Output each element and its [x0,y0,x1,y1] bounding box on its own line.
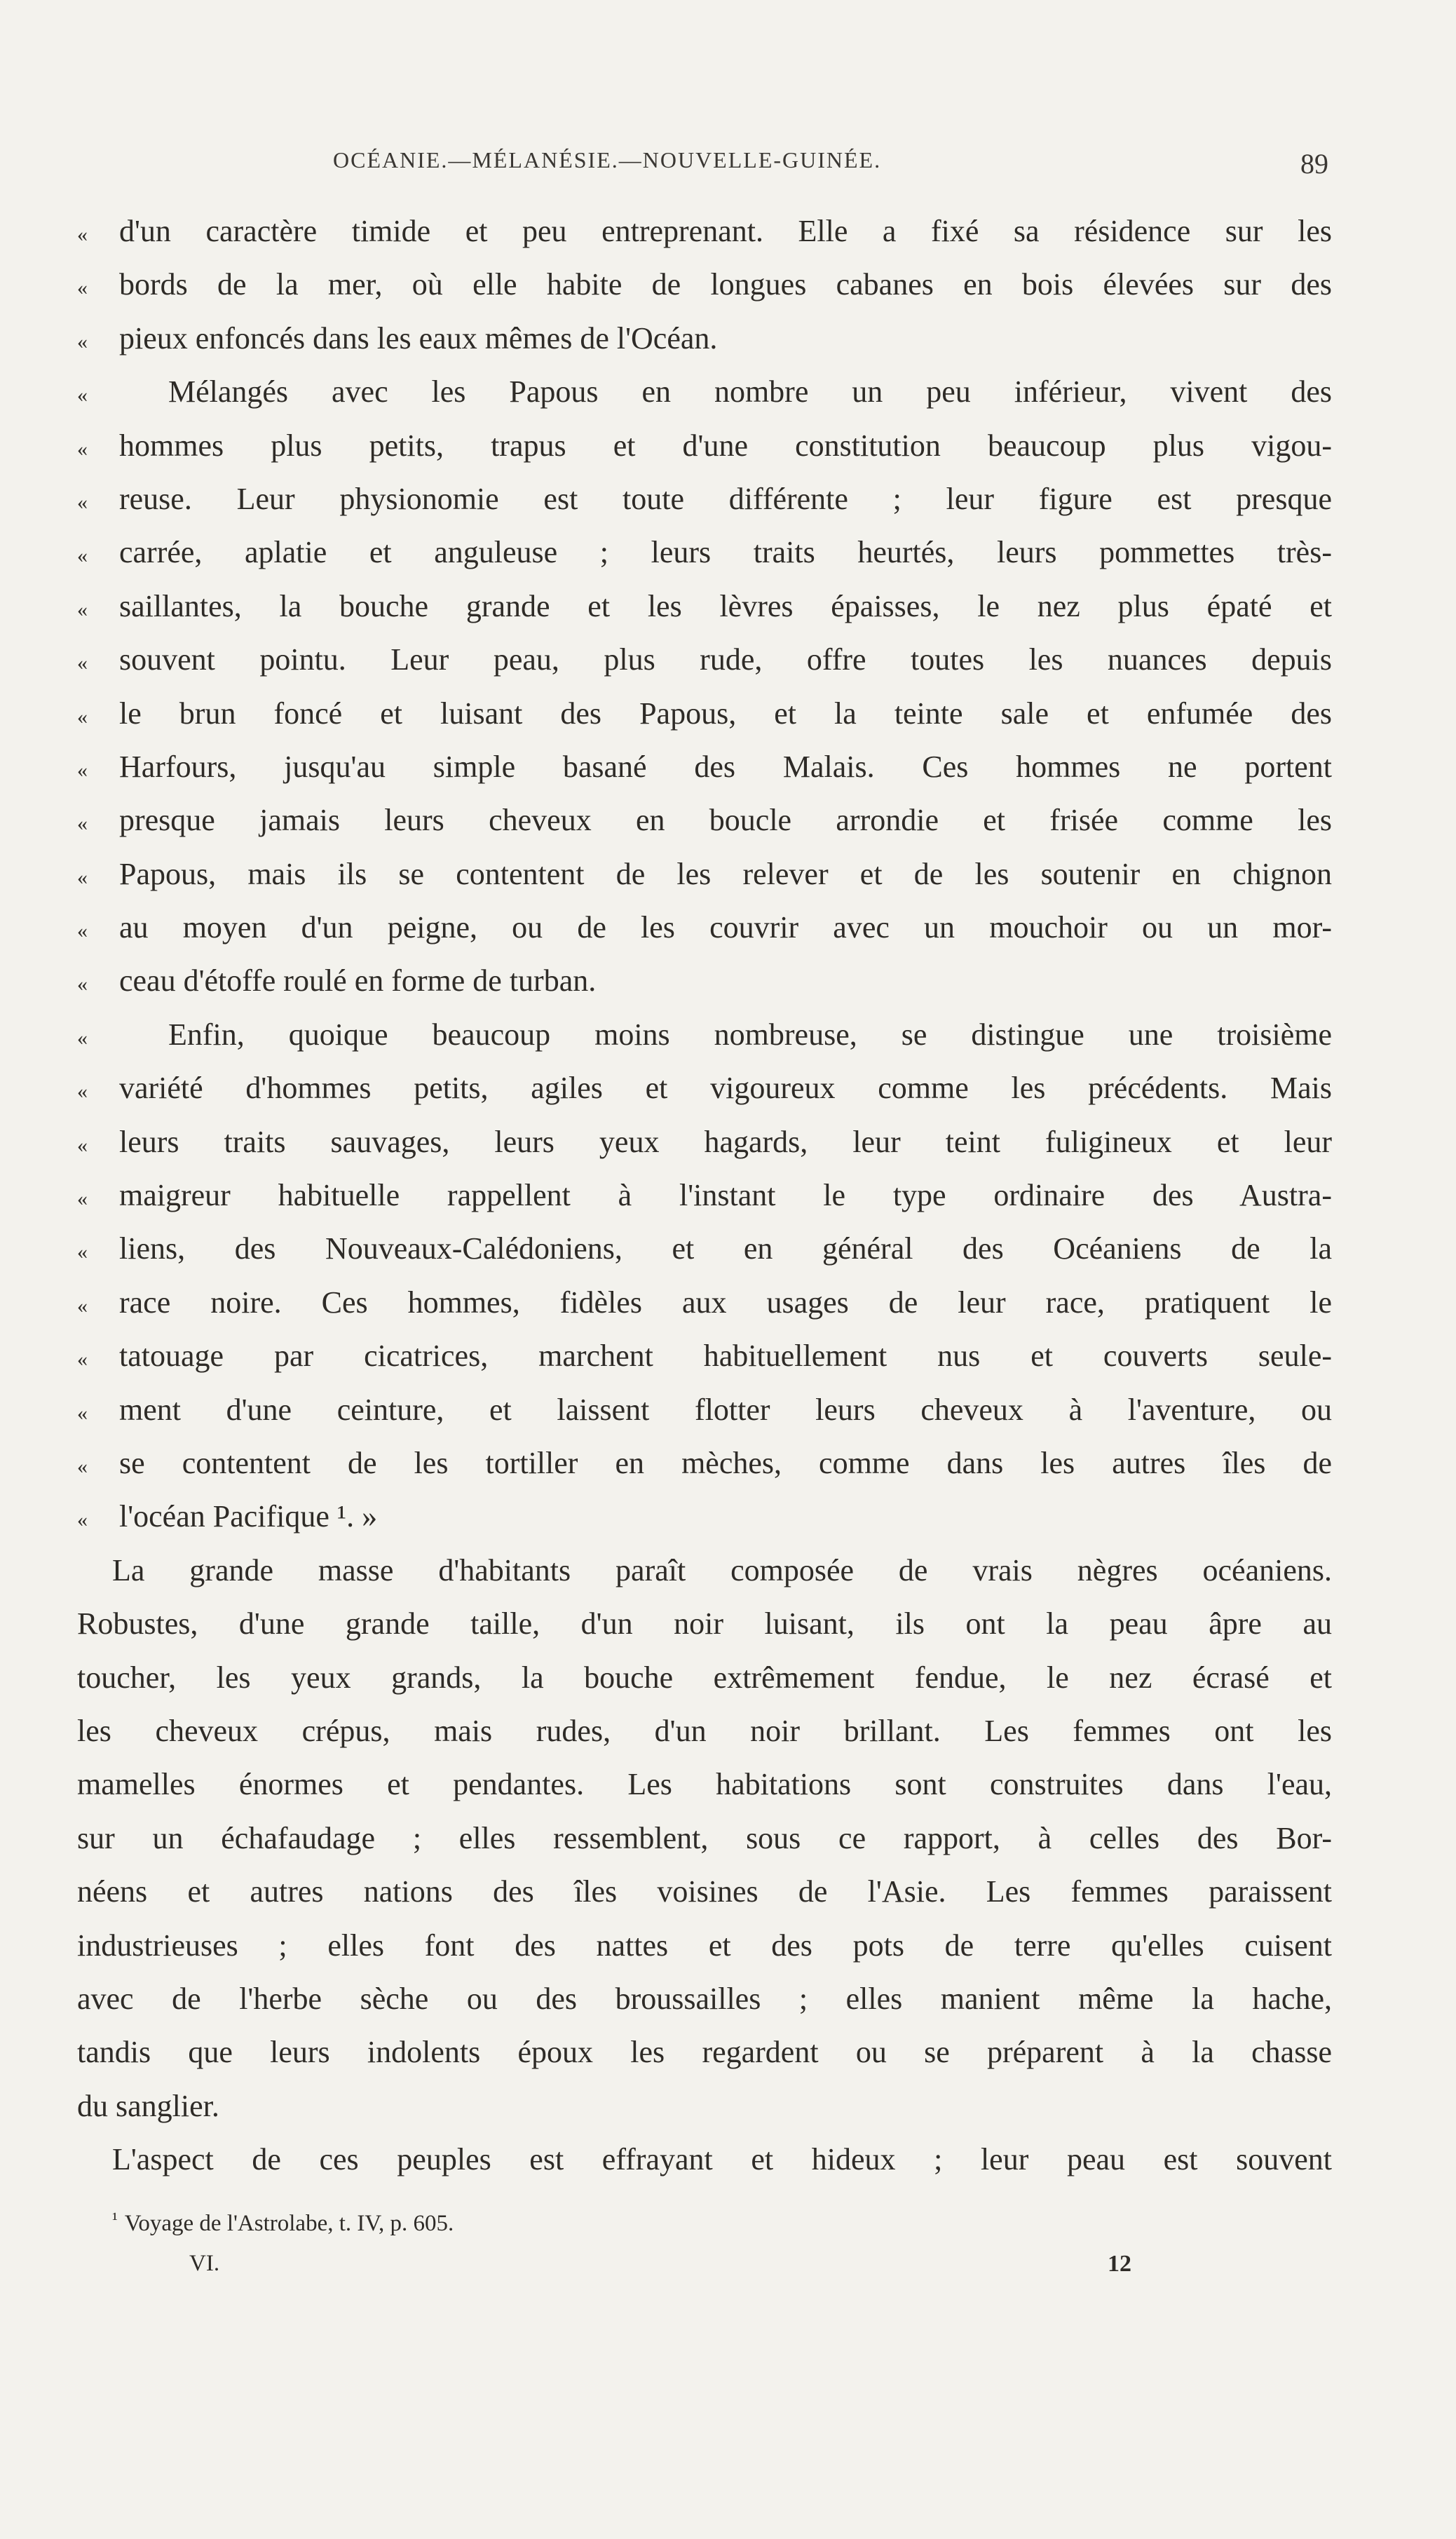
sheet-number: 12 [1108,2251,1131,2277]
text-line: « saillantes, la bouche grande et les lèvres épaisses, le nez plus épaté et [77,588,1332,623]
text-line: La grande masse d'habitants paraît composée de vrais nègres océaniens. [112,1552,1332,1587]
text-line: « variété d'hommes petits, agiles et vigoureux comme les précédents. Mais [77,1071,1332,1106]
text-line: « race noire. Ces hommes, fidèles aux usages de leur race, pratiquent le [77,1285,1332,1320]
signature-mark: VI. [189,2251,220,2276]
text-line: « reuse. Leur physionomie est toute différente ; leur figure est presque [77,481,1332,516]
text-line: toucher, les yeux grands, la bouche extrêmement fendue, le nez écrasé et [77,1660,1332,1695]
text-line: « pieux enfoncés dans les eaux mêmes de l'Océan. [77,320,718,356]
text-line: « le brun foncé et luisant des Papous, et la teinte sale et enfumée des [77,696,1332,731]
text-line: « l'océan Pacifique ¹. » [77,1499,378,1534]
text-line: néens et autres nations des îles voisines de l'Asie. Les femmes paraissent [77,1874,1332,1909]
text-line: « Enfin, quoique beaucoup moins nombreuse, se distingue une troisième [77,1017,1332,1052]
text-line: mamelles énormes et pendantes. Les habitations sont construites dans l'eau, [77,1767,1332,1802]
text-line: « hommes plus petits, trapus et d'une constitution beaucoup plus vigou- [77,428,1332,463]
text-line: « presque jamais leurs cheveux en boucle arrondie et frisée comme les [77,803,1332,838]
text-line: « Mélangés avec les Papous en nombre un peu inférieur, vivent des [77,374,1332,409]
text-line: industrieuses ; elles font des nattes et des pots de terre qu'elles cuisent [77,1928,1332,1963]
text-line: « d'un caractère timide et peu entreprenant. Elle a fixé sa résidence sur les [77,214,1332,248]
text-line: « liens, des Nouveaux-Calédoniens, et en général des Océaniens de la [77,1231,1332,1266]
text-line: « ceau d'étoffe roulé en forme de turban. [77,963,597,998]
text-line: « Harfours, jusqu'au simple basané des Malais. Ces hommes ne portent [77,749,1332,784]
text-line: les cheveux crépus, mais rudes, d'un noir brillant. Les femmes ont les [77,1713,1332,1748]
text-line: du sanglier. [77,2088,219,2123]
text-line: « maigreur habituelle rappellent à l'instant le type ordinaire des Austra- [77,1178,1332,1213]
text-line: « ment d'une ceinture, et laissent flotter leurs cheveux à l'aventure, ou [77,1392,1332,1427]
footnote-mark: ¹ [112,2209,118,2229]
text-line: « leurs traits sauvages, leurs yeux hagards, leur teint fuligineux et leur [77,1124,1332,1159]
text-line: sur un échafaudage ; elles ressemblent, sous ce rapport, à celles des Bor- [77,1820,1332,1855]
text-line: « carrée, aplatie et anguleuse ; leurs traits heurtés, leurs pommettes très- [77,535,1332,570]
page-number: 89 [1300,148,1328,180]
text-line: « tatouage par cicatrices, marchent habituellement nus et couverts seule- [77,1339,1332,1374]
text-line: « bords de la mer, où elle habite de longues cabanes en bois élevées sur des [77,267,1332,302]
text-line: « se contentent de les tortiller en mèches, comme dans les autres îles de [77,1445,1332,1480]
running-title: OCÉANIE.—MÉLANÉSIE.—NOUVELLE-GUINÉE. [333,147,882,172]
footnote [112,2209,454,2237]
text-line: Robustes, d'une grande taille, d'un noir luisant, ils ont la peau âpre au [77,1606,1332,1641]
text-line: « Papous, mais ils se contentent de les relever et de les soutenir en chignon [77,856,1332,891]
text-line: L'aspect de ces peuples est effrayant et hideux ; leur peau est souvent [112,2142,1332,2177]
body-text [77,205,1332,2186]
text-line: tandis que leurs indolents époux les regardent ou se préparent à la chasse [77,2035,1332,2070]
text-line: « au moyen d'un peigne, ou de les couvrir avec un mouchoir ou un mor- [77,910,1332,945]
text-line: avec de l'herbe sèche ou des broussailles ; elles manient même la hache, [77,1981,1332,2016]
text-line: « souvent pointu. Leur peau, plus rude, offre toutes les nuances depuis [77,642,1332,677]
footnote-text: Voyage de l'Astrolabe, t. IV, p. 605. [124,2211,454,2236]
running-header [333,147,1328,189]
